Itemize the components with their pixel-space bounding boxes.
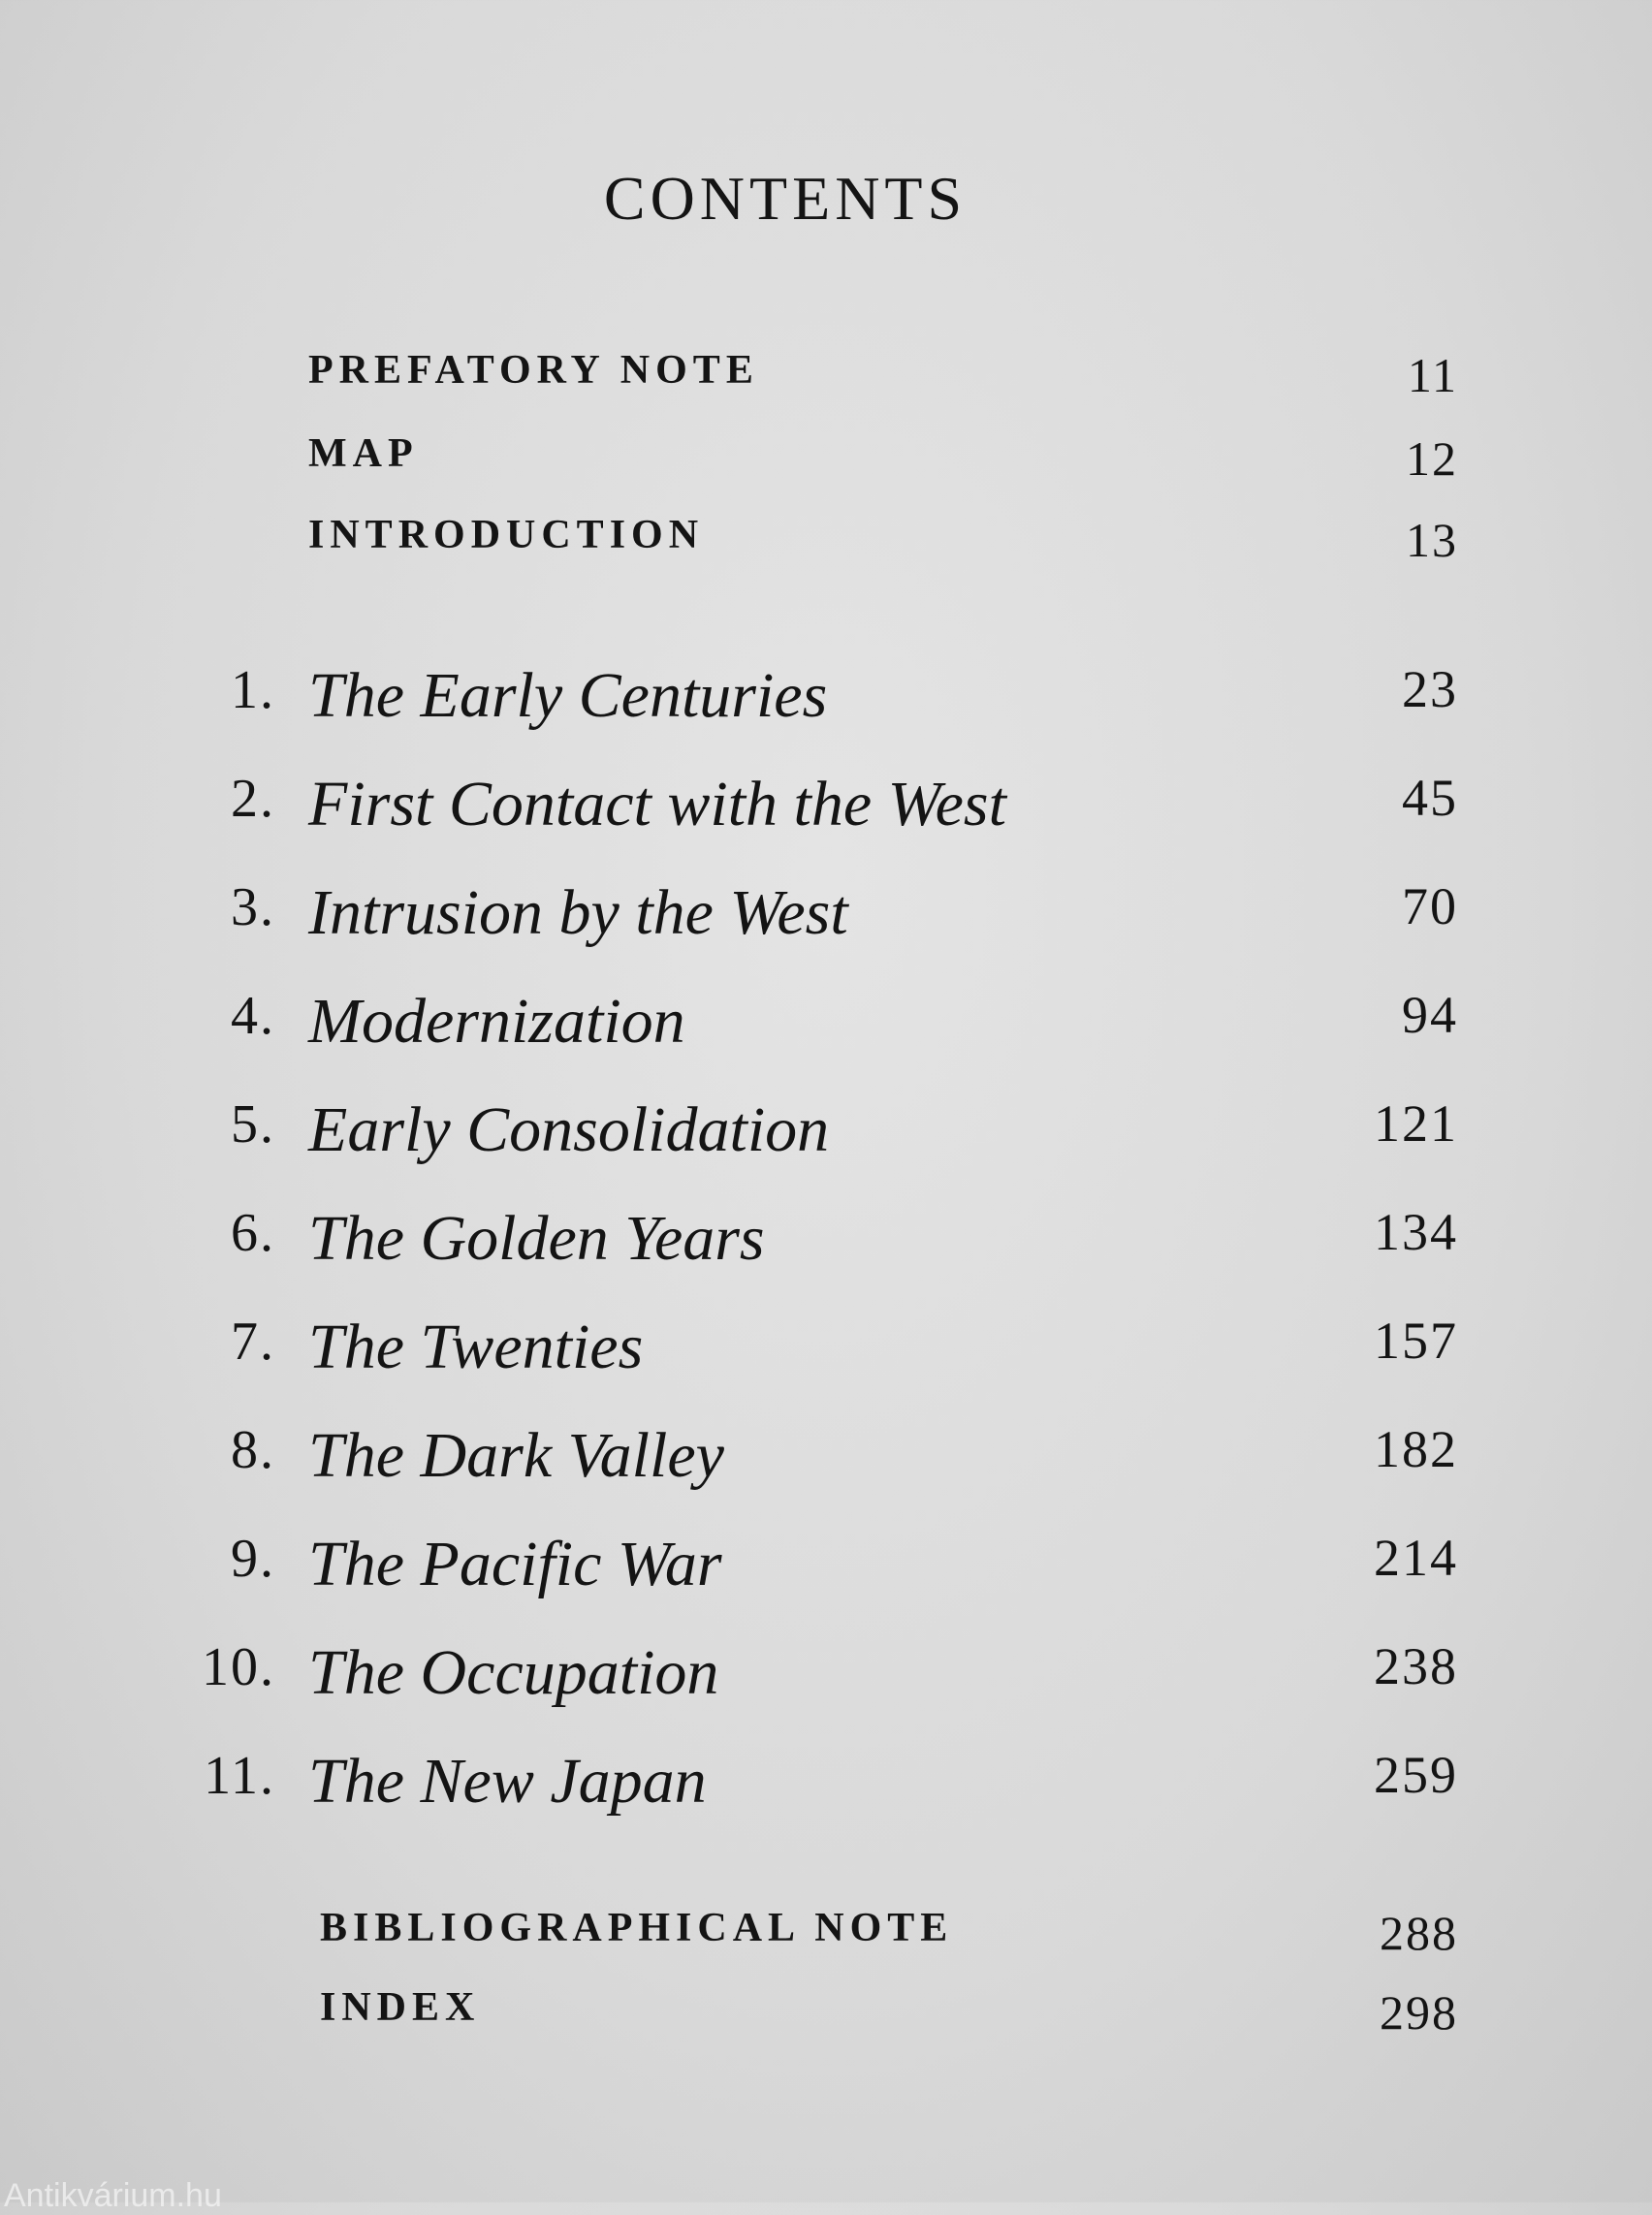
chapter-page: 94 bbox=[1402, 986, 1458, 1044]
toc-chapter-9[interactable] bbox=[0, 1528, 1652, 1615]
toc-chapter-10[interactable] bbox=[0, 1636, 1652, 1724]
chapter-title: The Dark Valley bbox=[308, 1420, 724, 1491]
chapter-title: The Twenties bbox=[308, 1312, 644, 1382]
toc-chapter-5[interactable] bbox=[0, 1093, 1652, 1181]
toc-chapter-2[interactable] bbox=[0, 768, 1652, 855]
chapter-number: 7. bbox=[231, 1312, 275, 1372]
chapter-number: 9. bbox=[231, 1529, 275, 1589]
toc-entry-label: INTRODUCTION bbox=[308, 513, 705, 557]
chapter-title: The Pacific War bbox=[308, 1529, 722, 1599]
chapter-page: 259 bbox=[1374, 1746, 1458, 1804]
toc-chapter-7[interactable] bbox=[0, 1311, 1652, 1398]
chapter-number: 5. bbox=[231, 1094, 275, 1155]
toc-chapter-11[interactable] bbox=[0, 1745, 1652, 1832]
chapter-page: 45 bbox=[1402, 769, 1458, 827]
chapter-page: 23 bbox=[1402, 660, 1458, 718]
page-title: CONTENTS bbox=[603, 164, 968, 233]
toc-chapter-3[interactable] bbox=[0, 876, 1652, 964]
chapter-title: Modernization bbox=[308, 986, 685, 1057]
toc-entry-map[interactable] bbox=[0, 430, 1652, 518]
chapter-title: The New Japan bbox=[308, 1746, 707, 1817]
chapter-page: 214 bbox=[1374, 1529, 1458, 1587]
toc-entry-page: 298 bbox=[1380, 1985, 1458, 2040]
chapter-page: 157 bbox=[1374, 1312, 1458, 1370]
chapter-number: 3. bbox=[231, 877, 275, 937]
toc-entry-page: 288 bbox=[1380, 1906, 1458, 1960]
chapter-page: 238 bbox=[1374, 1637, 1458, 1695]
chapter-number: 1. bbox=[231, 660, 275, 720]
chapter-page: 134 bbox=[1374, 1203, 1458, 1261]
chapter-page: 121 bbox=[1374, 1094, 1458, 1153]
chapter-title: The Early Centuries bbox=[308, 660, 828, 731]
chapter-number: 4. bbox=[231, 986, 275, 1046]
toc-entry-label: MAP bbox=[308, 431, 419, 476]
chapter-title: Intrusion by the West bbox=[308, 877, 848, 948]
toc-entry-introduction[interactable] bbox=[0, 512, 1652, 599]
toc-entry-label: INDEX bbox=[320, 1985, 481, 2030]
toc-entry-page: 11 bbox=[1407, 348, 1458, 402]
chapter-title: The Golden Years bbox=[308, 1203, 765, 1274]
toc-chapter-4[interactable] bbox=[0, 985, 1652, 1072]
toc-entry-prefatory-note[interactable] bbox=[0, 347, 1652, 434]
toc-entry-bibliographical-note[interactable] bbox=[0, 1905, 1652, 1992]
chapter-number: 11. bbox=[204, 1746, 275, 1806]
chapter-title: The Occupation bbox=[308, 1637, 719, 1708]
toc-entry-label: PREFATORY NOTE bbox=[308, 348, 759, 393]
chapter-page: 70 bbox=[1402, 877, 1458, 935]
chapter-number: 8. bbox=[231, 1420, 275, 1480]
toc-chapter-6[interactable] bbox=[0, 1202, 1652, 1289]
chapter-title: First Contact with the West bbox=[308, 769, 1006, 839]
chapter-title: Early Consolidation bbox=[308, 1094, 830, 1165]
chapter-page: 182 bbox=[1374, 1420, 1458, 1478]
toc-entry-label: BIBLIOGRAPHICAL NOTE bbox=[320, 1906, 954, 1950]
toc-chapter-1[interactable] bbox=[0, 659, 1652, 746]
watermark-text: Antikvárium.hu bbox=[4, 2177, 222, 2214]
toc-chapter-8[interactable] bbox=[0, 1419, 1652, 1506]
toc-entry-page: 12 bbox=[1406, 431, 1458, 486]
chapter-number: 10. bbox=[202, 1637, 275, 1697]
toc-entry-index[interactable] bbox=[0, 1984, 1652, 2072]
chapter-number: 6. bbox=[231, 1203, 275, 1263]
chapter-number: 2. bbox=[231, 769, 275, 829]
toc-entry-page: 13 bbox=[1406, 513, 1458, 567]
